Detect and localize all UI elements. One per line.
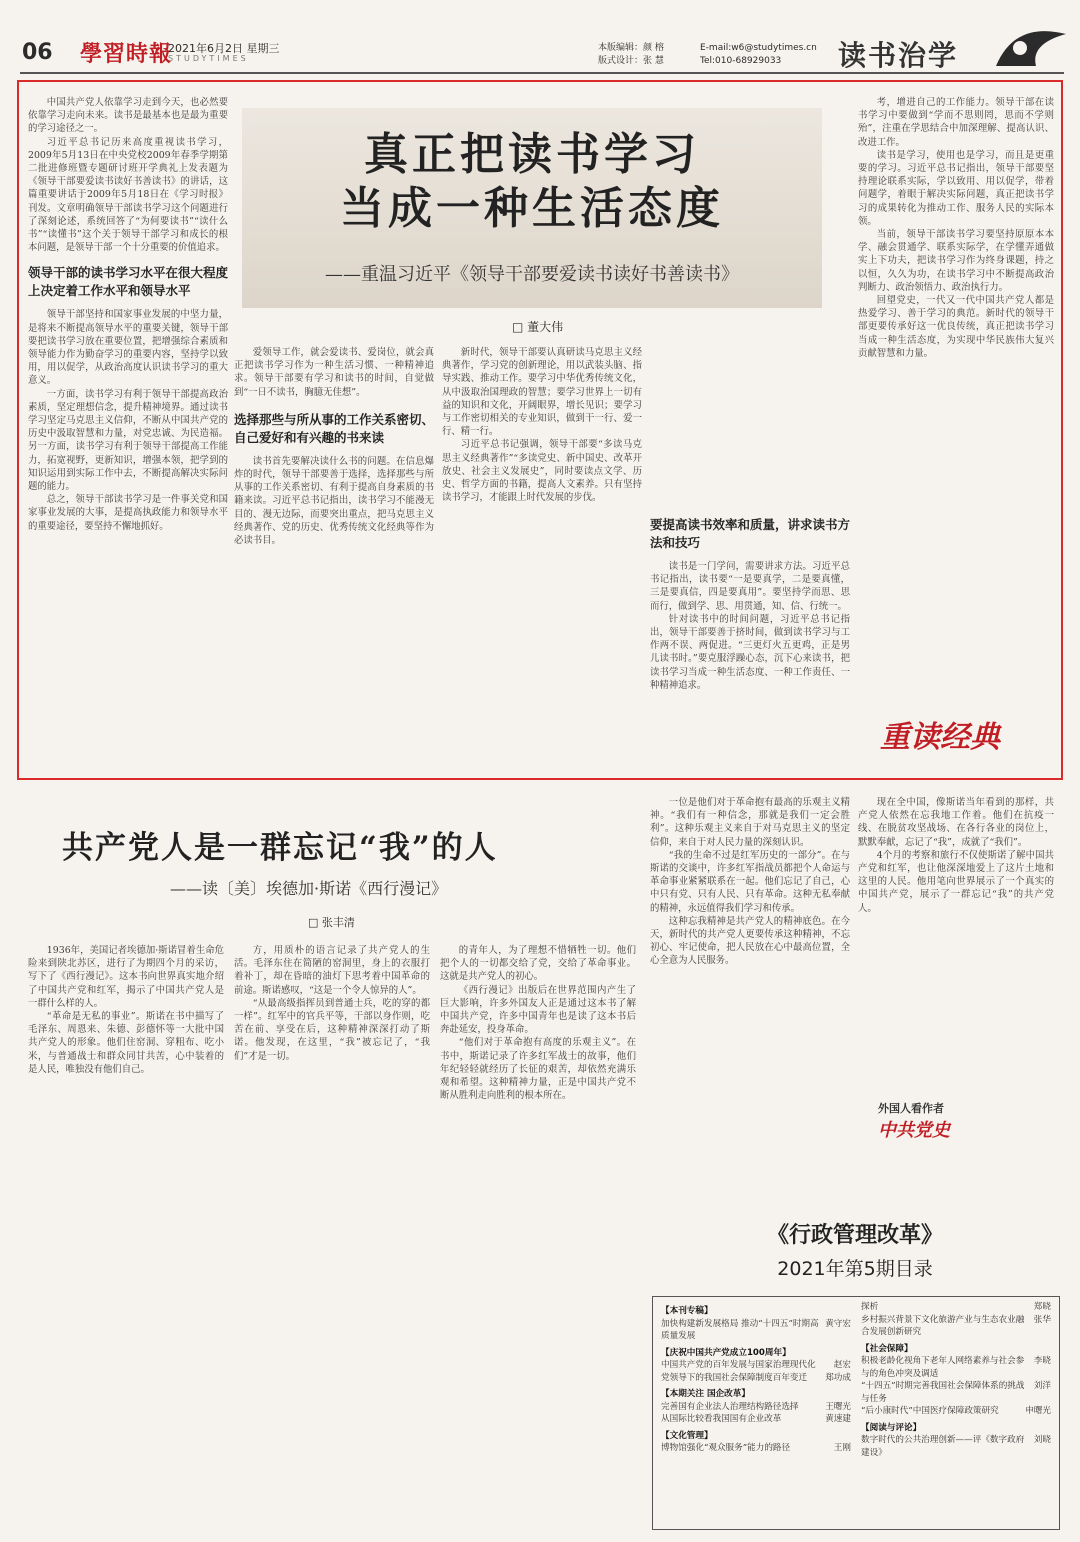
toc-item-author: 郑晓 [1033, 1302, 1051, 1312]
toc-journal-title: 《行政管理改革》 [766, 1222, 943, 1248]
review-column-5 [858, 796, 1054, 1086]
paragraph: 新时代，领导干部要认真研读马克思主义经典著作，学习党的创新理论，用以武装头脑、指导实践、推动工作。要学习中华优秀传统文化，从中汲取治国理政的智慧；要学习世界上一切有益的知识和文化，开阔眼界，增长见识；要学习与工作密切相关的专业知识，做到干一行、爱一行、精一行。 [442, 347, 642, 438]
toc-item-author: 李晓 [1033, 1356, 1051, 1366]
review-column-1 [28, 944, 224, 1530]
feature-title [250, 128, 814, 236]
toc-item-title: “后小康时代”中国医疗保障政策研究 [861, 1406, 999, 1416]
toc-item-title: 数字时代的公共治理创新——评《数字政府建设》 [861, 1435, 1025, 1458]
toc-right-column [861, 1301, 1051, 1459]
paragraph: 习近平总书记强调，领导干部要“多读马克思主义经典著作”“多读党史、新中国史、改革开放史、社会主义发展史”，同时要读点文学、历史、哲学方面的书籍，提高人文素养。只有坚持读书学习，才能跟上时代发展的步伐。 [442, 439, 642, 504]
toc-item [661, 1318, 851, 1343]
paragraph: 1936年，美国记者埃德加·斯诺冒着生命危险来到陕北苏区，进行了为期四个月的采访，写下了《西行漫记》。这本书向世界真实地介绍了中国共产党和红军，揭示了中国共产党人是一群什么样的人。 [28, 945, 224, 1009]
paragraph: 爱领导工作，就会爱读书、爱岗位，就会真正把读书学习作为一种生活习惯、一种精神追求。领导干部要有学习和读书的时间，自觉做到“一日不读书，胸臆无佳想”。 [234, 347, 434, 398]
toc-item-title: “十四五”时期完善我国社会保障体系的挑战与任务 [861, 1381, 1025, 1404]
review-subtitle: ——读〔美〕埃德加·斯诺《西行漫记》 [170, 879, 448, 898]
paragraph: “他们对于革命抱有高度的乐观主义”。在书中，斯诺记录了许多红军战士的故事，他们年纪轻轻就经历了长征的艰苦，却依然充满乐观和希望。这种精神力量，正是中国共产党不断从胜利走向胜利的根本所在。 [440, 1037, 636, 1102]
toc-item [661, 1372, 851, 1385]
feature-column-1 [28, 96, 228, 768]
toc-item-author: 王曙光 [825, 1401, 851, 1412]
paragraph: 这种忘我精神是共产党人的精神底色。在今天，新时代的共产党人更要传承这种精神，不忘初心、牢记使命，把人民放在心中最高位置，全心全意为人民服务。 [650, 915, 850, 967]
toc-item-title: 积极老龄化视角下老年人网络素养与社会参与的角色冲突及调适 [861, 1356, 1025, 1379]
toc-item [861, 1405, 1051, 1418]
header-rule [20, 72, 1064, 74]
paragraph: 总之，领导干部读书学习是一件事关党和国家事业发展的大事，是提高执政能力和领导水平的重要途径，要坚持不懈地抓好。 [28, 494, 228, 532]
subheading-a: 领导干部的读书学习水平在很大程度上决定着工作水平和领导水平 [28, 265, 228, 299]
toc-item [861, 1434, 1051, 1459]
paragraph: 回望党史，一代又一代中国共产党人都是热爱学习、善于学习的典范。新时代的领导干部更要传承好这一优良传统，真正把读书学习当成一种生活态度，为实现中华民族伟大复兴贡献智慧和力量。 [858, 295, 1054, 359]
review-column-3 [440, 944, 636, 1530]
paragraph: 方，用质朴的语言记录了共产党人的生活。毛泽东住在简陋的窑洞里，身上的衣服打着补丁，却在昏暗的油灯下思考着中国革命的前途。斯诺感叹，“这是一个令人惊异的人”。 [234, 945, 430, 996]
review-title: 共产党人是一群忘记“我”的人 [62, 830, 498, 866]
masthead [0, 0, 1080, 70]
badge-label: 中共党史 [878, 1120, 950, 1141]
paragraph: 习近平总书记历来高度重视读书学习，2009年5月13日在中央党校2009年春季学期第二批进修班暨专题研讨班开学典礼上发表题为《领导干部要爱读书读好书善读书》的讲话，这篇重要讲话于2009年5月18日在《学习时报》刊发。文章明确领导干部读书学习这个问题进行了深刻论述，系统回答了“为何要读书”“读什么书”“读懂书”这个关于领导干部学习和成长的根本问题，是领导干部一个十分重要的价值追求。 [28, 136, 228, 254]
paragraph: 一位是他们对于革命抱有最高的乐观主义精神。“我们有一种信念，那就是我们一定会胜利”。这种乐观主义来自于对马克思主义的坚定信仰，来自于对人民力量的深刻认识。 [650, 797, 850, 848]
toc-box [652, 1296, 1060, 1530]
paragraph: 《西行漫记》出版后在世界范围内产生了巨大影响，许多外国友人正是通过这本书了解中国共产党，许多中国青年也是读了这本书后奔赴延安，投身革命。 [440, 984, 636, 1036]
toc-category: 【阅读与评论】 [861, 1422, 922, 1433]
paper-logo: 學習時報 [80, 41, 173, 67]
toc-item-author: 刘洋 [1033, 1381, 1051, 1391]
paragraph: 领导干部坚持和国家事业发展的中坚力量，是将来不断提高领导水平的重要关键，领导干部要把读书学习放在重要位置，把增强综合素质和领导能力作为勤奋学习的重要内容，坚持学以致用，用以促学，从政治高度认识读书学习的重大意义。 [28, 309, 228, 387]
phone: Tel:010-68929033 [700, 56, 782, 66]
toc-item-title: 加快构建新发展格局 推动“十四五”时期高质量发展 [661, 1318, 819, 1341]
toc-item-author: 郑功成 [825, 1372, 851, 1383]
toc-item-title: 中国共产党的百年发展与国家治理现代化 [661, 1360, 816, 1370]
page-number: 06 [22, 40, 53, 65]
contact-info [700, 42, 817, 68]
toc-item [861, 1380, 1051, 1405]
badge-caption: 外国人看作者 [878, 1102, 944, 1115]
email: E-mail:w6@studytimes.cn [700, 43, 817, 53]
toc-item-author: 黄守宏 [825, 1318, 851, 1329]
feature-author: □ 董大伟 [512, 320, 564, 334]
review-column-2 [234, 944, 430, 1530]
paragraph: 当前，领导干部读书学习要坚持原原本本学、融会贯通学、联系实际学，在学懂弄通做实上下功夫，把读书学习作为终身课题，持之以恒，久久为功，在读书学习中不断提高政治判断力、政治领悟力、政治执行力。 [858, 229, 1054, 293]
editor-credits [598, 42, 664, 68]
feature-column-2 [234, 346, 434, 768]
toc-item-title: 博物馆强化“观众服务”能力的路径 [661, 1443, 791, 1453]
paragraph: 读书首先要解决读什么书的问题。在信息爆炸的时代，领导干部要善于选择，选择那些与所从事的工作关系密切、有利于提高自身素质的书籍来读。习近平总书记指出，读书学习不能漫无目的、漫无边际，而要突出重点，把马克思主义经典著作、党的历史、优秀传统文化经典等作为必读书目。 [234, 455, 434, 547]
paragraph: 中国共产党人依靠学习走到今天，也必然要依靠学习走向未来。读书是最基本也是最为重要的学习途径之一。 [28, 97, 228, 135]
toc-item-title: 完善国有企业法人治理结构路径选择 [661, 1401, 799, 1412]
toc-item-title: 乡村振兴背景下文化旅游产业与生态农业融合发展创新研究 [861, 1314, 1025, 1337]
toc-item-author: 刘晓 [1033, 1435, 1051, 1445]
toc-item-title: 党领导下的我国社会保障制度百年变迁 [661, 1372, 808, 1383]
subheading-c: 要提高读书效率和质量，讲求读书方法和技巧 [650, 517, 850, 550]
editor: 本版编辑：颜 榕 [598, 43, 664, 53]
subheading-b: 选择那些与所从事的工作关系密切、自己爱好和有兴趣的书来读 [234, 411, 434, 445]
feature-column-4 [650, 346, 850, 768]
section-title: 读书治学 [838, 39, 959, 72]
toc-category: 【庆祝中国共产党成立100周年】 [661, 1347, 791, 1358]
toc-category: 【本期关注 国企改革】 [661, 1389, 750, 1399]
toc-item [861, 1301, 1051, 1314]
review-author: □ 张丰清 [308, 916, 355, 929]
toc-category: 【文化管理】 [661, 1430, 713, 1441]
toc-item-title: 从国际比较看我国国有企业改革 [661, 1414, 782, 1424]
designer: 版式设计：张 慧 [598, 56, 664, 66]
paragraph: 读书是一门学问，需要讲求方法。习近平总书记指出，读书要“一是要真学，二是要真懂，三是要真信，四是要真用”。要坚持学而思、思而行，做到学、思、用贯通，知、信、行统一。 [650, 561, 850, 612]
toc-item-author: 申曙光 [1025, 1406, 1051, 1416]
review-column-4 [650, 796, 850, 1206]
paper-subtitle: STUDYTIMES [168, 54, 249, 63]
toc-category: 【社会保障】 [861, 1343, 913, 1354]
reread-classics-stamp: 重读经典 [880, 720, 1000, 755]
paragraph: 读书是学习，使用也是学习，而且是更重要的学习。习近平总书记指出，领导干部要坚持理论联系实际，学以致用、用以促学，带着问题学，着眼于解决实际问题，真正把读书学习的成果转化为推动工作、服务人民的实际本领。 [858, 149, 1054, 227]
toc-category: 【本刊专稿】 [661, 1306, 713, 1316]
feature-column-3 [442, 346, 642, 768]
toc-item-author: 赵宏 [833, 1360, 851, 1370]
toc-item-author: 黄速建 [825, 1414, 851, 1424]
paragraph: 考，增进自己的工作能力。领导干部在读书学习中要做到“学而不思则罔，思而不学则殆”，注重在学思结合中加深理解、提高认识、改进工作。 [858, 97, 1054, 148]
paragraph: 针对读书中的时间问题，习近平总书记指出，领导干部要善于挤时间，做到读书学习与工作两不误、两促进。“三更灯火五更鸡，正是男儿读书时。”要克服浮躁心态，沉下心来读书，把读书学习当成一种生活态度、一种工作责任、一种精神追求。 [650, 613, 850, 691]
swirl-ornament-icon [992, 26, 1070, 70]
paragraph: 4个月的考察和旅行不仅使斯诺了解中国共产党和红军，也让他深深地爱上了这片土地和这里的人民。他用笔向世界展示了一个真实的中国共产党，展示了一群忘记“我”的共产党人。 [858, 849, 1054, 914]
toc-item [661, 1359, 851, 1372]
paragraph: 现在全中国，像斯诺当年看到的那样，共产党人依然在忘我地工作着。他们在抗疫一线、在脱贫攻坚战场、在各行各业的岗位上，默默奉献，忘记了“我”，成就了“我们”。 [858, 797, 1054, 848]
toc-left-column [661, 1301, 851, 1455]
toc-item [861, 1314, 1051, 1339]
toc-item-author: 王刚 [833, 1443, 851, 1453]
paragraph: 的青年人，为了理想不惜牺牲一切。他们把个人的一切都交给了党，交给了革命事业。这就是共产党人的初心。 [440, 945, 636, 983]
paragraph: “从最高级指挥员到普通士兵，吃的穿的都一样”。红军中的官兵平等，干部以身作则，吃苦在前、享受在后，这种精神深深打动了斯诺。他发现，在这里，“我”被忘记了，“我们”才是一切。 [234, 997, 430, 1062]
toc-item-title: 探析 [861, 1302, 879, 1312]
toc-item-author: 张华 [1033, 1314, 1051, 1325]
paragraph: “我的生命不过是红军历史的一部分”。在与斯诺的交谈中，许多红军指战员都把个人命运与革命事业紧紧联系在一起。他们忘记了自己，心中只有党、只有人民、只有革命。这种无私奉献的精神，永远值得我们学习和传承。 [650, 849, 850, 914]
toc-item [661, 1413, 851, 1426]
paragraph: 一方面，读书学习有利于领导干部提高政治素质，坚定理想信念，提升精神境界。通过读书学习坚定马克思主义信仰，不断从中国共产党的历史中汲取智慧和力量，对党忠诚、为民造福。另一方面，读书学习有利于领导干部提高工作能力，拓宽视野，更新知识，增强本领，把学到的知识运用到实际工作中去，不断提高解决实际问题的能力。 [28, 388, 228, 493]
feature-title-line1: 真正把读书学习 [364, 129, 700, 180]
toc-item [661, 1401, 851, 1414]
toc-item [661, 1442, 851, 1455]
toc-item [861, 1355, 1051, 1380]
feature-column-5 [858, 96, 1054, 696]
feature-subtitle: ——重温习近平《领导干部要爱读书读好书善读书》 [325, 264, 739, 285]
paragraph: “革命是无私的事业”。斯诺在书中描写了毛泽东、周恩来、朱德、彭德怀等一大批中国共产党人的形象。他们住窑洞、穿粗布、吃小米，与普通战士和群众同甘共苦，心中装着的是人民，唯独没有他们自己。 [28, 1011, 224, 1075]
toc-issue: 2021年第5期目录 [777, 1258, 933, 1280]
issue-date: 2021年6月2日 星期三 [168, 42, 280, 55]
party-history-badge [878, 1100, 950, 1142]
feature-title-line2: 当成一种生活态度 [340, 183, 724, 234]
